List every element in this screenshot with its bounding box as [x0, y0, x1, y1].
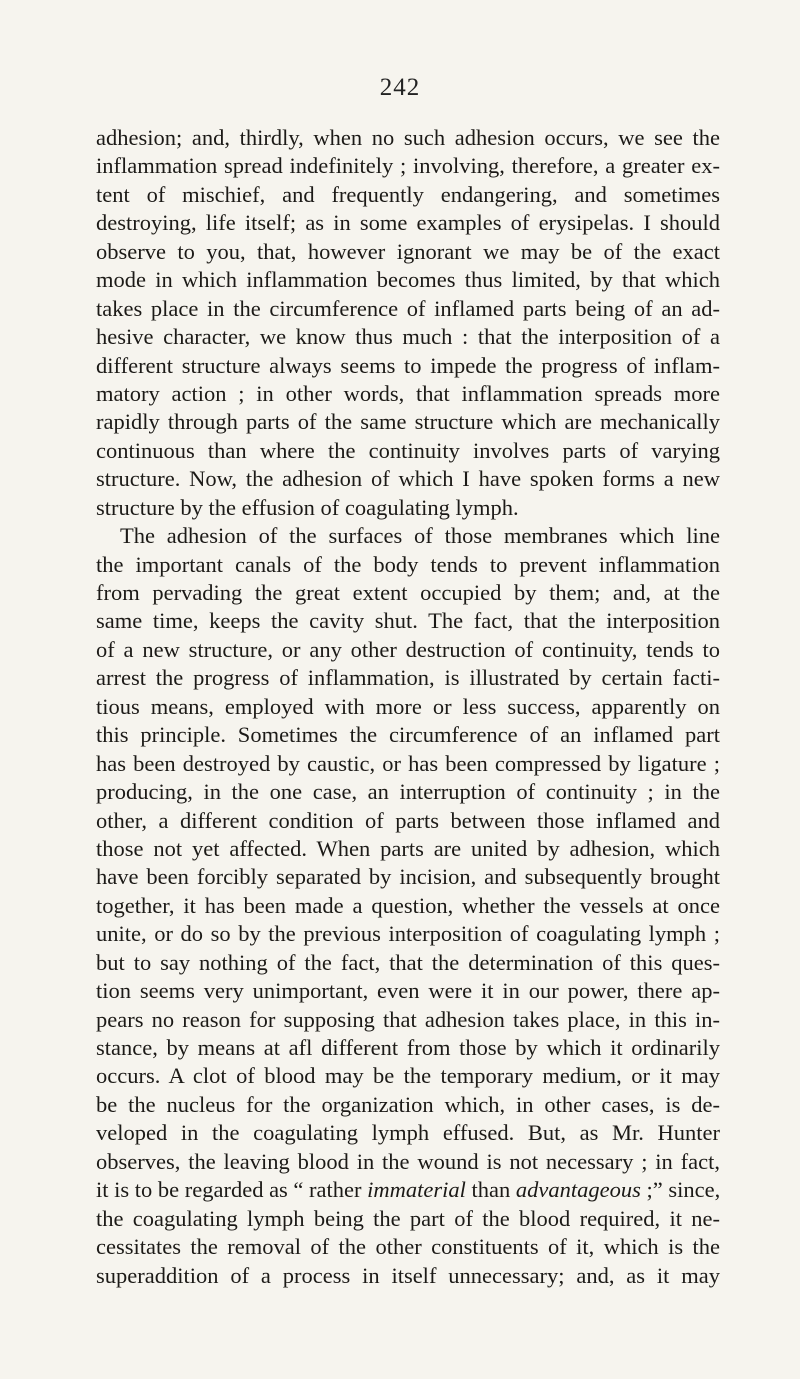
text-line: has been destroyed by caustic, or has been compressed by ligature ; — [96, 750, 720, 776]
italic-text: immaterial — [367, 1177, 466, 1203]
italic-text: advantageous — [515, 1177, 641, 1203]
text-line: tion seems very unimportant, even were it in our power, there ap- — [96, 978, 720, 1004]
text-line: structure by the effusion of coagulating lymph. — [96, 494, 519, 520]
text-line: from pervading the great extent occupied by them; and, at the — [96, 580, 720, 605]
text-line: takes place in the circumference of inflamed parts being of an ad- — [96, 295, 720, 321]
text-line-with-italics — [96, 1176, 720, 1204]
text-line: hesive character, we know thus much : that the interposition of a — [96, 324, 720, 350]
text-line: tious means, employed with more or less success, apparently on — [96, 693, 720, 719]
text-line: pears no reason for supposing that adhesion takes place, in this in- — [96, 1006, 720, 1032]
text-run: it is to be regarded as “ rather — [96, 1177, 368, 1203]
text-line: the coagulating lymph being the part of the blood required, it ne- — [96, 1205, 720, 1231]
text-line: mode in which inflammation becomes thus limited, by that which — [96, 267, 720, 293]
text-line: but to say nothing of the fact, that the determination of this ques- — [96, 949, 720, 975]
text-line: same time, keeps the cavity shut. The fact, that the interposition — [96, 608, 720, 634]
text-line: arrest the progress of inflammation, is illustrated by certain facti- — [96, 665, 720, 691]
text-line: matory action ; in other words, that inflammation spreads more — [96, 380, 720, 406]
text-line: observe to you, that, however ignorant we may be of the exact — [96, 238, 720, 264]
text-line: destroying, life itself; as in some examples of erysipelas. I should — [96, 210, 720, 236]
text-line: inflammation spread indefinitely ; involving, therefore, a greater ex- — [96, 153, 720, 179]
text-line: structure. Now, the adhesion of which I have spoken forms a new — [96, 466, 720, 492]
text-line: different structure always seems to impede the progress of inflam- — [96, 352, 720, 378]
text-line: adhesion; and, thirdly, when no such adhesion occurs, we see the — [96, 125, 720, 150]
text-line: superaddition of a process in itself unnecessary; and, as it may — [96, 1262, 720, 1288]
text-line: continuous than where the continuity involves parts of varying — [96, 437, 720, 463]
text-line: occurs. A clot of blood may be the temporary medium, or it may — [96, 1063, 720, 1089]
text-run: ;” since, — [640, 1177, 721, 1203]
text-run: than — [465, 1177, 516, 1203]
text-line: stance, by means at afl different from those by which it ordinarily — [96, 1035, 720, 1060]
text-line: together, it has been made a question, whether the vessels at once — [96, 892, 720, 918]
text-line: tent of mischief, and frequently endangering, and sometimes — [96, 181, 720, 207]
page-number: 242 — [379, 74, 421, 101]
text-line: those not yet affected. When parts are united by adhesion, which — [96, 835, 720, 861]
text-line: of a new structure, or any other destruction of continuity, tends to — [96, 636, 720, 662]
text-line: cessitates the removal of the other constituents of it, which is the — [96, 1234, 720, 1260]
text-line: observes, the leaving blood in the wound is not necessary ; in fact, — [96, 1148, 720, 1174]
text-line: unite, or do so by the previous interposition of coagulating lymph ; — [96, 921, 720, 947]
text-line: rapidly through parts of the same structure which are mechanically — [96, 409, 720, 435]
body-text — [96, 124, 720, 1290]
text-line: The adhesion of the surfaces of those membranes which line — [120, 523, 720, 549]
text-line: producing, in the one case, an interruption of continuity ; in the — [96, 779, 720, 805]
text-line: other, a different condition of parts between those inflamed and — [96, 807, 720, 833]
text-line: have been forcibly separated by incision, and subsequently brought — [96, 864, 720, 890]
text-line: this principle. Sometimes the circumference of an inflamed part — [96, 722, 720, 748]
text-line: veloped in the coagulating lymph effused. But, as Mr. Hunter — [96, 1120, 720, 1146]
text-line: the important canals of the body tends to prevent inflammation — [96, 551, 720, 577]
text-line: be the nucleus for the organization which, in other cases, is de- — [96, 1091, 720, 1117]
